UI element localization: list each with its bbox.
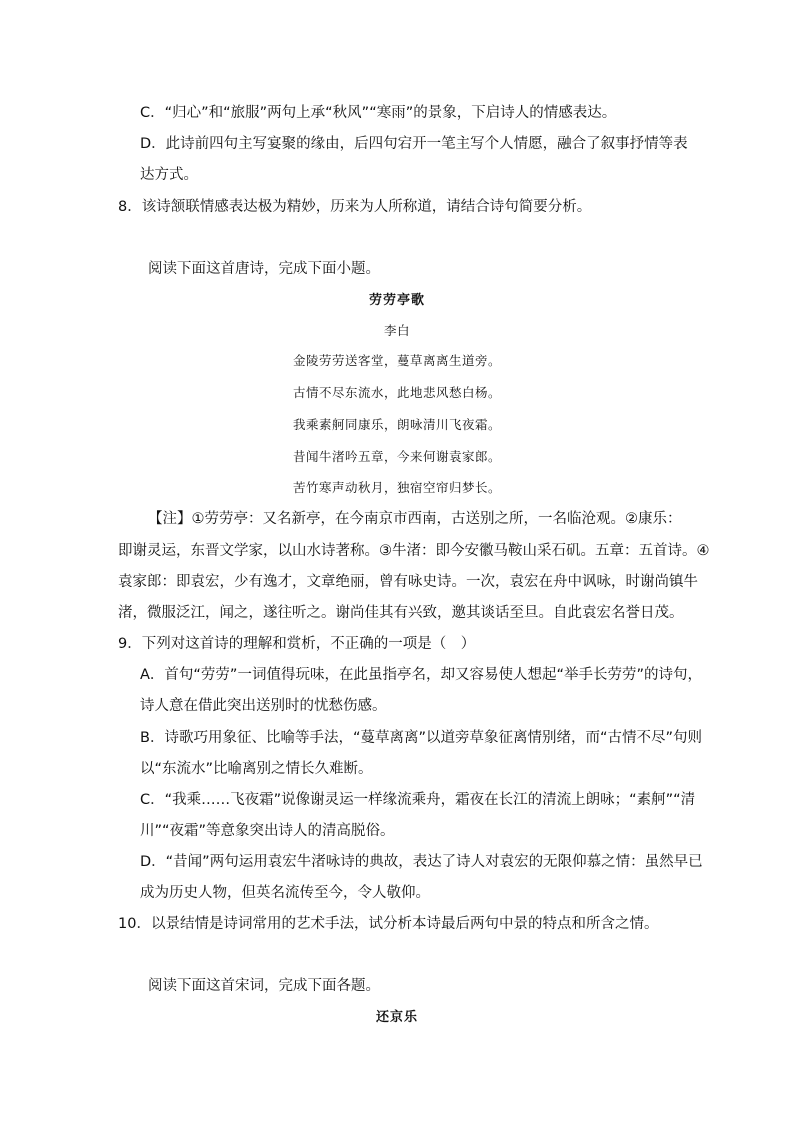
poem-title: 劳劳亭歌: [368, 293, 425, 308]
section3-poem-title: 还京乐: [375, 1010, 418, 1025]
note-line: 袁家郎：即袁宏，少有逸才，文章绝丽，曾有咏史诗。一次，袁宏在舟中讽咏，时谢尚镇牛: [118, 574, 698, 590]
q9-option-c-line1: C．“我乘……飞夜霜”说像谢灵运一样缘流乘舟，霜夜在长江的清流上朗咏；“素舸”“清: [140, 792, 696, 808]
q10-stem: 10．以景结情是诗词常用的艺术手法，试分析本诗最后两句中景的特点和所含之情。: [118, 916, 659, 932]
q9-option-b-line2: 以“东流水”比喻离别之情长久难断。: [140, 761, 373, 777]
q9-option-b-line1: B．诗歌巧用象征、比喻等手法，“蔓草离离”以道旁草象征离情别绪，而“古情不尽”句则: [140, 730, 702, 746]
poem-line: 古情不尽东流水，此地悲风愁白杨。: [292, 385, 501, 400]
poem-line: 苦竹寒声动秋月，独宿空帘归梦长。: [292, 480, 501, 495]
poem-line: 昔闻牛渚吟五章，今来何谢袁家郎。: [292, 449, 501, 464]
q9-option-d-line1: D．“昔闻”两句运用袁宏牛渚咏诗的典故，表达了诗人对袁宏的无限仰慕之情：虽然早已: [140, 854, 703, 870]
poem-line: 我乘素舸同康乐，朗咏清川飞夜霜。: [292, 417, 501, 432]
poem-line: 金陵劳劳送客堂，蔓草离离生道旁。: [292, 353, 501, 368]
q9-option-a-line1: A．首句“劳劳”一词值得玩味，在此虽指亭名，却又容易使人想起“举手长劳劳”的诗句，: [140, 667, 702, 683]
q8-stem: 8．该诗颔联情感表达极为精妙，历来为人所称道，请结合诗句简要分析。: [118, 199, 592, 215]
q9-option-c-line2: 川”“夜霜”等意象突出诗人的清高脱俗。: [140, 823, 395, 839]
section3-intro: 阅读下面这首宋词，完成下面各题。: [148, 978, 380, 994]
q9-option-d-line2: 成为历史人物，但英名流传至今，令人敬仰。: [140, 885, 430, 901]
note-line: 渚，微服泛江，闻之，遂往听之。谢尚佳其有兴致，邀其谈话至旦。自此袁宏名誉日茂。: [118, 605, 684, 621]
q7-option-d-line1: D．此诗前四句主写宴聚的缘由，后四句宕开一笔主写个人情愿，融合了叙事抒情等表: [140, 136, 688, 152]
q7-option-c: C．“归心”和“旅服”两句上承“秋风”“寒雨”的景象，下启诗人的情感表达。: [140, 105, 617, 121]
poem-author: 李白: [383, 323, 410, 338]
section2-intro: 阅读下面这首唐诗，完成下面小题。: [148, 261, 380, 277]
q9-stem: 9．下列对这首诗的理解和赏析，不正确的一项是（ ）: [118, 636, 476, 652]
note-line: 【注】①劳劳亭：又名新亭，在今南京市西南，古送别之所，一名临沧观。②康乐：: [148, 511, 682, 527]
note-line: 即谢灵运，东晋文学家，以山水诗著称。③牛渚：即今安徽马鞍山采石矶。五章：五首诗。④: [118, 543, 710, 559]
q9-option-a-line2: 诗人意在借此突出送别时的忧愁伤感。: [140, 698, 387, 714]
q7-option-d-line2: 达方式。: [140, 167, 198, 183]
